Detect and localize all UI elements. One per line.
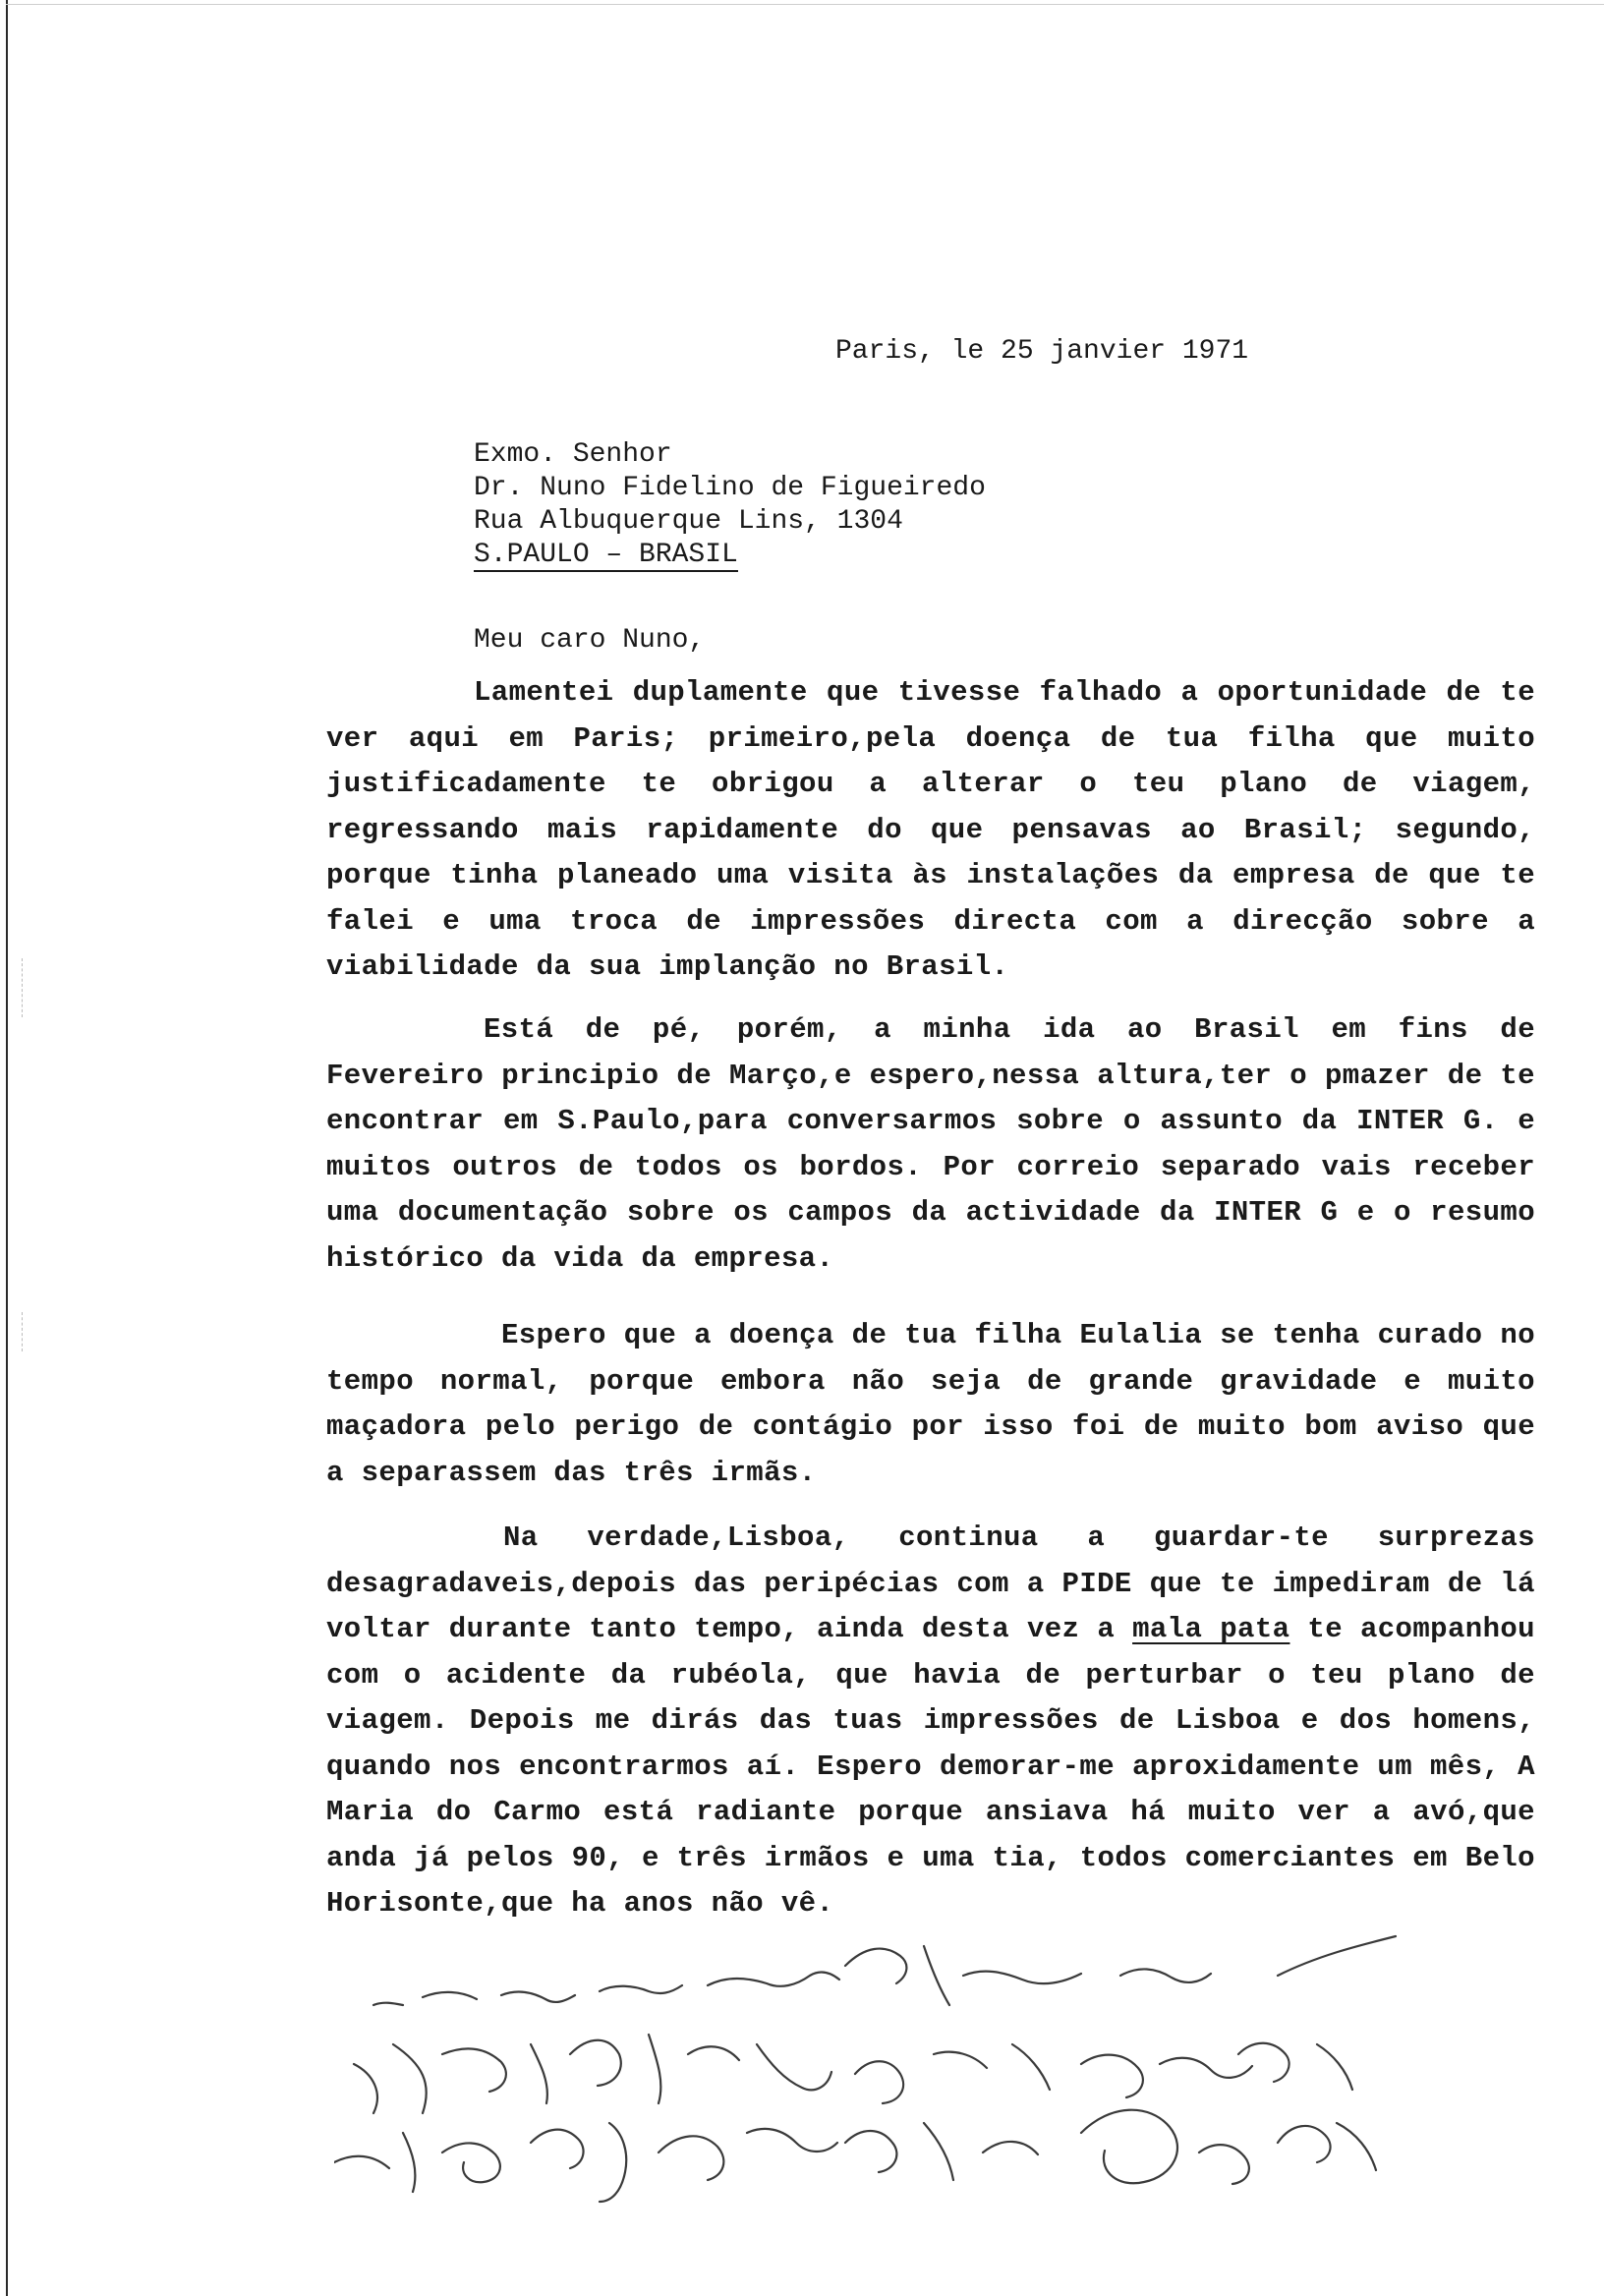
paragraph-text: Está de pé, porém, a minha ida ao Brasil em fins de Fevereiro principio de Março,e espero,nessa altura,ter o pmazer de te encontrar em S.Paulo,para conversarmos sobre o assunto da INTER G. e muitos outros de todos os bordos. Por correio separado vais receber uma documentação sobre os campos da actividade da INTER G e o resumo histórico da vida da empresa.: [326, 1013, 1535, 1275]
paragraph-text-part: te acompanhou com o acidente da rubéola, que havia de perturbar o teu plano de viagem. Depois me dirás das tuas impressões de Lisboa e dos homens, quando nos encontrarmos aí. Espero demorar-me aproxidamente um mês, A Maria do Carmo está radiante porque ansiava há muito ver a avó,que anda já pelos 90, e três irmãos e uma tia, todos comerciantes em Belo Horisonte,que ha anos não vê.: [326, 1613, 1535, 1920]
letter-paragraph: [326, 1007, 1535, 1282]
letter-paragraph: [326, 670, 1535, 991]
recipient-name: Dr. Nuno Fidelino de Figueiredo: [474, 473, 986, 503]
recipient-street: Rua Albuquerque Lins, 1304: [474, 506, 903, 537]
underlined-phrase: mala pata: [1132, 1613, 1290, 1645]
handwritten-signature: [334, 1926, 1553, 2211]
letter-paragraph: [326, 1313, 1535, 1496]
paragraph-text: Espero que a doença de tua filha Eulalia se tenha curado no tempo normal, porque embora não seja de grande gravidade e muito maçadora pelo perigo de contágio por isso foi de muito bom aviso que a separassem das três irmãs.: [326, 1319, 1535, 1489]
page-edge: [6, 0, 8, 2296]
paragraph-text: [326, 1516, 1535, 1927]
margin-mark: [22, 958, 32, 1017]
paragraph-text-part: Na verdade,Lisboa, continua a guardar-te surprezas desagradaveis,depois das peripécias com a PIDE que te impediram de lá voltar durante tanto tempo, ainda desta vez a: [326, 1521, 1535, 1645]
letter-dateline: Paris, le 25 janvier 1971: [835, 336, 1249, 367]
recipient-city: S.PAULO – BRASIL: [474, 540, 738, 570]
page-edge-top: [6, 4, 1604, 5]
salutation: Meu caro Nuno,: [474, 625, 706, 656]
letter-paragraph: [326, 1516, 1535, 1927]
recipient-address: [474, 438, 986, 572]
paragraph-text: Lamentei duplamente que tivesse falhado a oportunidade de te ver aqui em Paris; primeiro,pela doença de tua filha que muito justificadamente te obrigou a alterar o teu plano de viagem, regressando mais rapidamente do que pensavas ao Brasil; segundo, porque tinha planeado uma visita às instalações da empresa de que te falei e uma troca de impressões directa com a direcção sobre a viabilidade da sua implanção no Brasil.: [326, 676, 1535, 983]
margin-mark: [22, 1312, 32, 1351]
recipient-title: Exmo. Senhor: [474, 439, 672, 470]
